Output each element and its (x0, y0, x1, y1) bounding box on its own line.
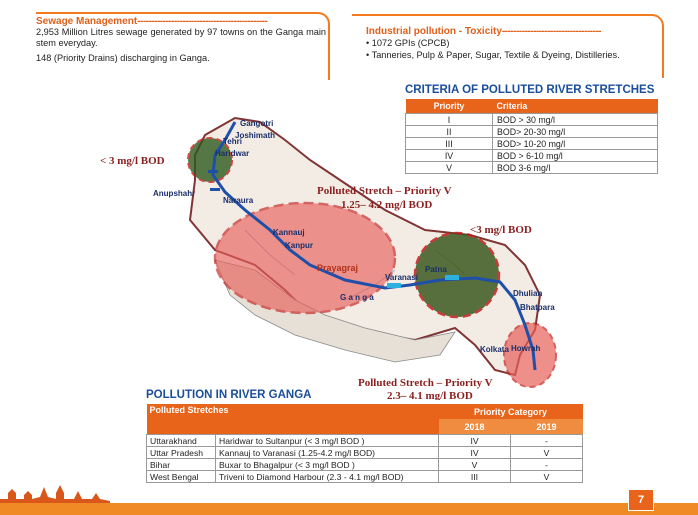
state-cell: Uttarakhand (147, 435, 216, 447)
sewage-title (36, 16, 326, 27)
table-row (147, 459, 583, 471)
industrial-pollution-box (352, 14, 664, 78)
place-kannauj: Kannauj (273, 228, 305, 237)
state-cell: West Bengal (147, 471, 216, 483)
stretch1-title: Polluted Stretch – Priority V (317, 185, 452, 197)
stretch-cell: Buxar to Bhagalpur (< 3 mg/l BOD ) (216, 459, 439, 471)
pollution-col-2019: 2019 (511, 419, 583, 435)
criteria-priority: V (406, 162, 493, 174)
place-naraura: Naraura (223, 196, 254, 205)
place-prayagraj: Prayagraj (317, 263, 359, 273)
pollution-table (146, 404, 583, 483)
priority-2019-cell: V (511, 447, 583, 459)
criteria-col-criteria: Criteria (493, 99, 658, 114)
priority-2018-cell: V (439, 459, 511, 471)
stretch2-range: 2.3– 4.1 mg/l BOD (387, 390, 473, 400)
criteria-col-priority: Priority (406, 99, 493, 114)
table-row (147, 447, 583, 459)
place-ganga: G a n g a (340, 293, 374, 302)
industrial-bullet-1-text: 1072 GPIs (CPCB) (371, 38, 450, 48)
place-kolkata: Kolkata (480, 345, 509, 354)
footer-bar (0, 503, 698, 515)
marker-varanasi (387, 283, 401, 288)
priority-2018-cell: IV (439, 435, 511, 447)
criteria-value: BOD > 30 mg/l (493, 114, 658, 126)
priority-2018-cell: III (439, 471, 511, 483)
place-gangotri: Gangotri (240, 119, 274, 128)
sewage-title-dashes: ---------------------------------------------- (137, 16, 268, 27)
table-row (147, 471, 583, 483)
criteria-priority: II (406, 126, 493, 138)
state-cell: Uttar Pradesh (147, 447, 216, 459)
place-anupshahr: Anupshahr (153, 189, 196, 198)
pollution-col-stretches: Polluted Stretches (147, 404, 439, 435)
industrial-title-text: Industrial pollution - Toxicity (366, 26, 502, 37)
place-dhulian: Dhulian (513, 289, 543, 298)
priority-2019-cell: - (511, 435, 583, 447)
priority-2018-cell: IV (439, 447, 511, 459)
place-joshimath: Joshimath (235, 131, 276, 140)
criteria-priority: I (406, 114, 493, 126)
place-tehri: Tehri (223, 137, 242, 146)
pollution-header-row (147, 404, 583, 419)
criteria-value: BOD 3-6 mg/l (493, 162, 658, 174)
criteria-value: BOD> 10-20 mg/l (493, 138, 658, 150)
marker-patna (445, 275, 459, 280)
criteria-value: BOD> 20-30 mg/l (493, 126, 658, 138)
sewage-management-box (36, 12, 330, 80)
priority-2019-cell: - (511, 459, 583, 471)
pollution-heading: POLLUTION IN RIVER GANGA (146, 389, 312, 401)
stretch1-range: 1.25– 4.2 mg/l BOD (341, 199, 433, 211)
place-haridwar: Haridwar (215, 149, 250, 158)
label-bod3-left: < 3 mg/l BOD (100, 155, 165, 167)
sewage-line-2: 148 (Priority Drains) discharging in Ganga. (36, 53, 210, 63)
marker-haridwar (208, 170, 218, 173)
stretch-cell: Triveni to Diamond Harbour (2.3 - 4.1 mg/l BOD) (216, 471, 439, 483)
criteria-priority: IV (406, 150, 493, 162)
place-kanpur: Kanpur (285, 241, 313, 250)
stretch-cell: Kannauj to Varanasi (1.25-4.2 mg/l BOD) (216, 447, 439, 459)
pollution-col-2018: 2018 (439, 419, 511, 435)
page-number: 7 (628, 489, 654, 511)
industrial-bullet-2-text: Tanneries, Pulp & Paper, Sugar, Textile & Dyeing, Distilleries. (371, 50, 620, 60)
priority-2019-cell: V (511, 471, 583, 483)
sewage-line-1: 2,953 Million Litres sewage generated by 97 towns on the Ganga main stem everyday. (36, 27, 326, 48)
criteria-priority: III (406, 138, 493, 150)
marker-naraura (210, 188, 220, 191)
industrial-bullet-1: • 1072 GPIs (CPCB) (366, 38, 450, 48)
state-cell: Bihar (147, 459, 216, 471)
industrial-bullet-2: • Tanneries, Pulp & Paper, Sugar, Textile & Dyeing, Distilleries. (366, 50, 620, 60)
place-howrah: Howrah (511, 344, 541, 353)
industrial-title (366, 26, 666, 37)
stretch-cell: Haridwar to Sultanpur (< 3 mg/l BOD ) (216, 435, 439, 447)
table-row (147, 435, 583, 447)
place-bhatpara: Bhatpara (520, 303, 555, 312)
place-varanasi: Varanasi (385, 273, 418, 282)
industrial-title-dashes: ----------------------------------- (501, 26, 601, 37)
ganga-basin-map (95, 100, 615, 400)
sewage-title-text: Sewage Management (36, 16, 138, 27)
criteria-heading: CRITERIA OF POLLUTED RIVER STRETCHES (405, 84, 655, 96)
label-bod3-right: <3 mg/l BOD (470, 224, 532, 236)
criteria-value: BOD > 6-10 mg/l (493, 150, 658, 162)
pollution-col-priority: Priority Category (439, 404, 583, 419)
stretch2-title: Polluted Stretch – Priority V (358, 377, 493, 389)
polluted-zone-wb (504, 323, 556, 387)
place-patna: Patna (425, 265, 447, 274)
